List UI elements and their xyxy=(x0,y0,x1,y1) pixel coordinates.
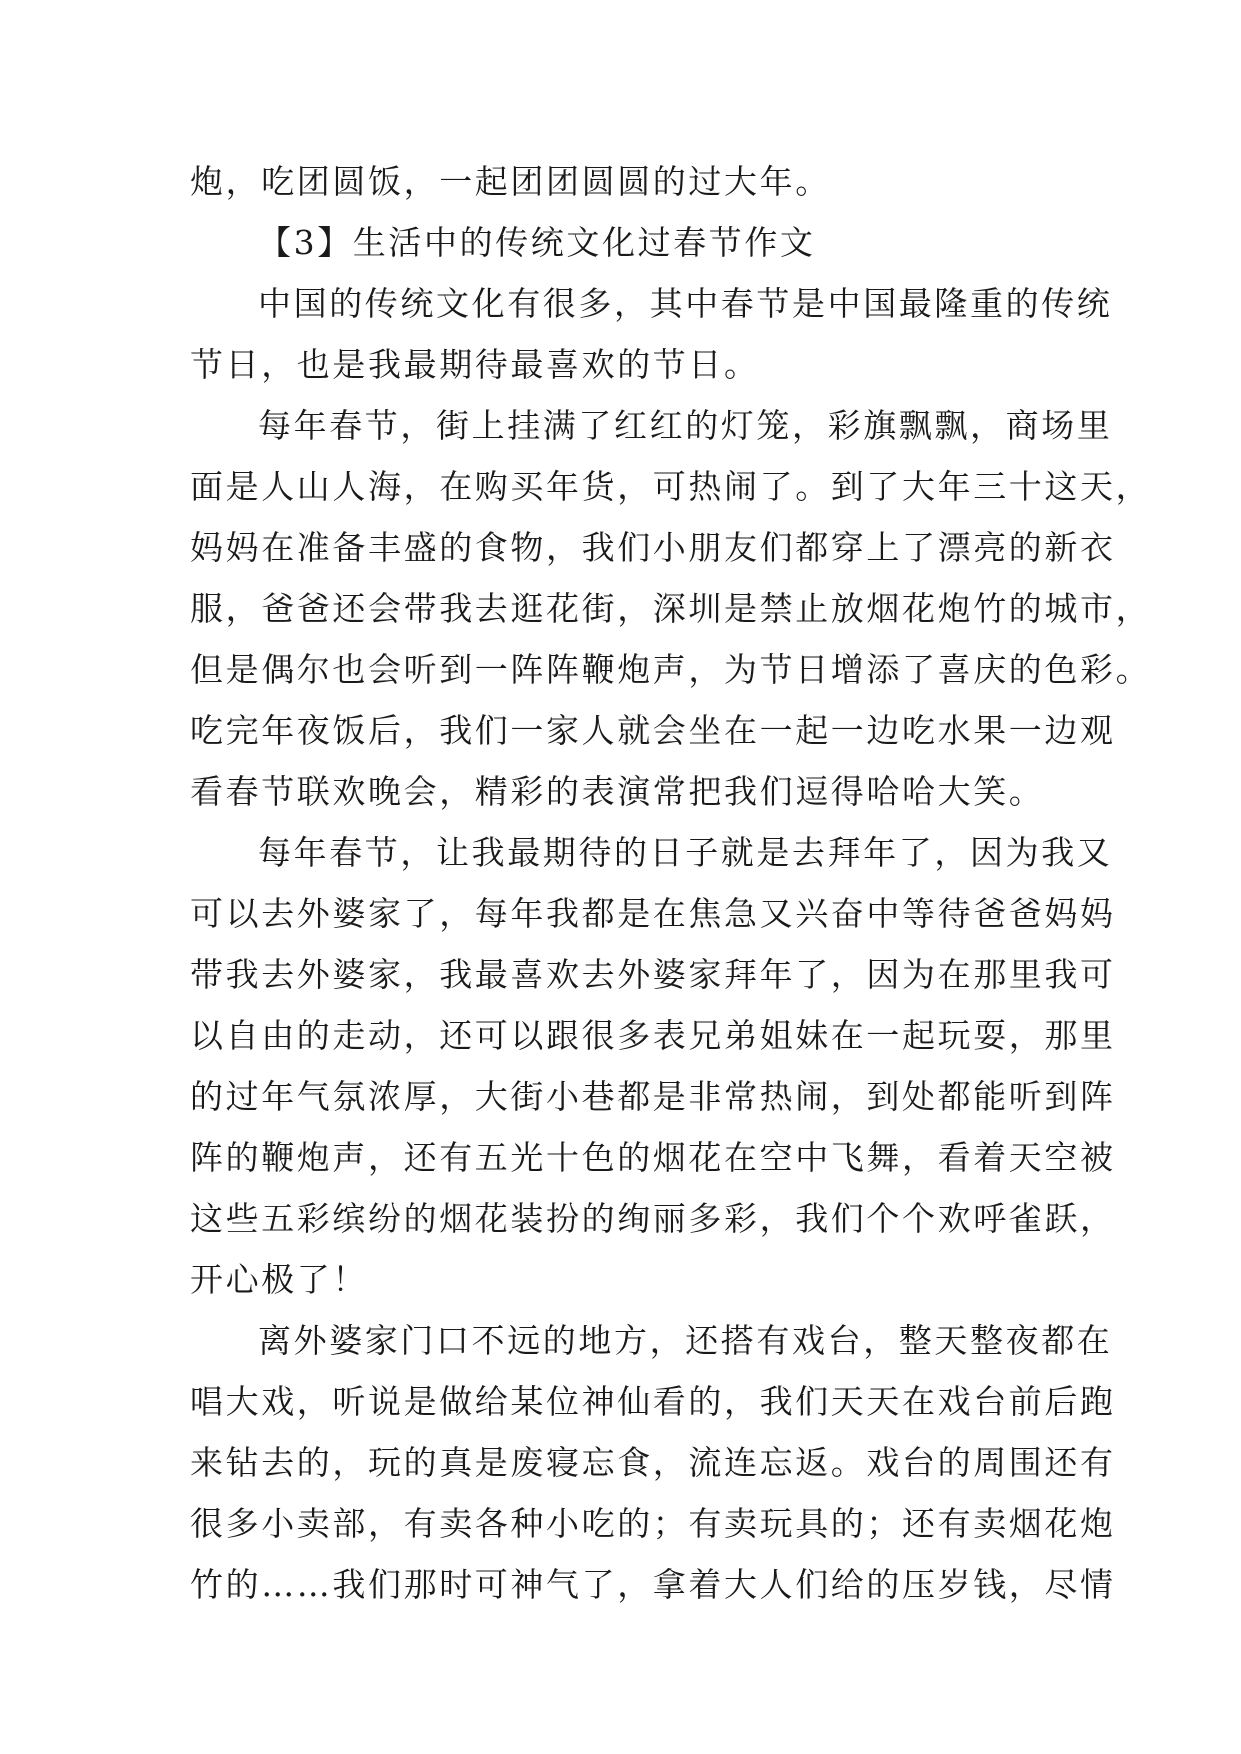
text-line-10: 吃完年夜饭后，我们一家人就会坐在一起一边吃水果一边观 xyxy=(190,711,1116,750)
text-line-9: 但是偶尔也会听到一阵阵鞭炮声，为节日增添了喜庆的色彩。 xyxy=(190,650,1152,689)
text-line-4: 节日，也是我最期待最喜欢的节日。 xyxy=(190,345,760,384)
text-line-18: 这些五彩缤纷的烟花装扮的绚丽多彩，我们个个欢呼雀跃， xyxy=(190,1199,1116,1238)
text-line-5: 每年春节，街上挂满了红红的灯笼，彩旗飘飘，商场里 xyxy=(258,406,1113,445)
text-line-19: 开心极了！ xyxy=(190,1260,368,1299)
text-line-8: 服，爸爸还会带我去逛花街，深圳是禁止放烟花炮竹的城市， xyxy=(190,589,1152,628)
text-line-7: 妈妈在准备丰盛的食物，我们小朋友们都穿上了漂亮的新衣 xyxy=(190,528,1116,567)
text-line-17: 阵的鞭炮声，还有五光十色的烟花在空中飞舞，看着天空被 xyxy=(190,1138,1116,1177)
text-line-3: 中国的传统文化有很多，其中春节是中国最隆重的传统 xyxy=(258,284,1113,323)
text-line-1: 炮，吃团圆饭，一起团团圆圆的过大年。 xyxy=(190,162,831,201)
text-line-14: 带我去外婆家，我最喜欢去外婆家拜年了，因为在那里我可 xyxy=(190,955,1116,994)
section-heading: 【3】生活中的传统文化过春节作文 xyxy=(258,223,816,262)
text-line-22: 来钻去的，玩的真是废寝忘食，流连忘返。戏台的周围还有 xyxy=(190,1443,1116,1482)
text-line-13: 可以去外婆家了，每年我都是在焦急又兴奋中等待爸爸妈妈 xyxy=(190,894,1116,933)
text-line-16: 的过年气氛浓厚，大街小巷都是非常热闹，到处都能听到阵 xyxy=(190,1077,1116,1116)
text-line-24: 竹的……我们那时可神气了，拿着大人们给的压岁钱，尽情 xyxy=(190,1565,1116,1604)
text-line-15: 以自由的走动，还可以跟很多表兄弟姐妹在一起玩耍，那里 xyxy=(190,1016,1116,1055)
text-line-21: 唱大戏，听说是做给某位神仙看的，我们天天在戏台前后跑 xyxy=(190,1382,1116,1421)
text-line-11: 看春节联欢晚会，精彩的表演常把我们逗得哈哈大笑。 xyxy=(190,772,1045,811)
text-line-23: 很多小卖部，有卖各种小吃的；有卖玩具的；还有卖烟花炮 xyxy=(190,1504,1116,1543)
text-line-6: 面是人山人海，在购买年货，可热闹了。到了大年三十这天， xyxy=(190,467,1152,506)
text-line-20: 离外婆家门口不远的地方，还搭有戏台，整天整夜都在 xyxy=(258,1321,1113,1360)
text-line-12: 每年春节，让我最期待的日子就是去拜年了，因为我又 xyxy=(258,833,1113,872)
